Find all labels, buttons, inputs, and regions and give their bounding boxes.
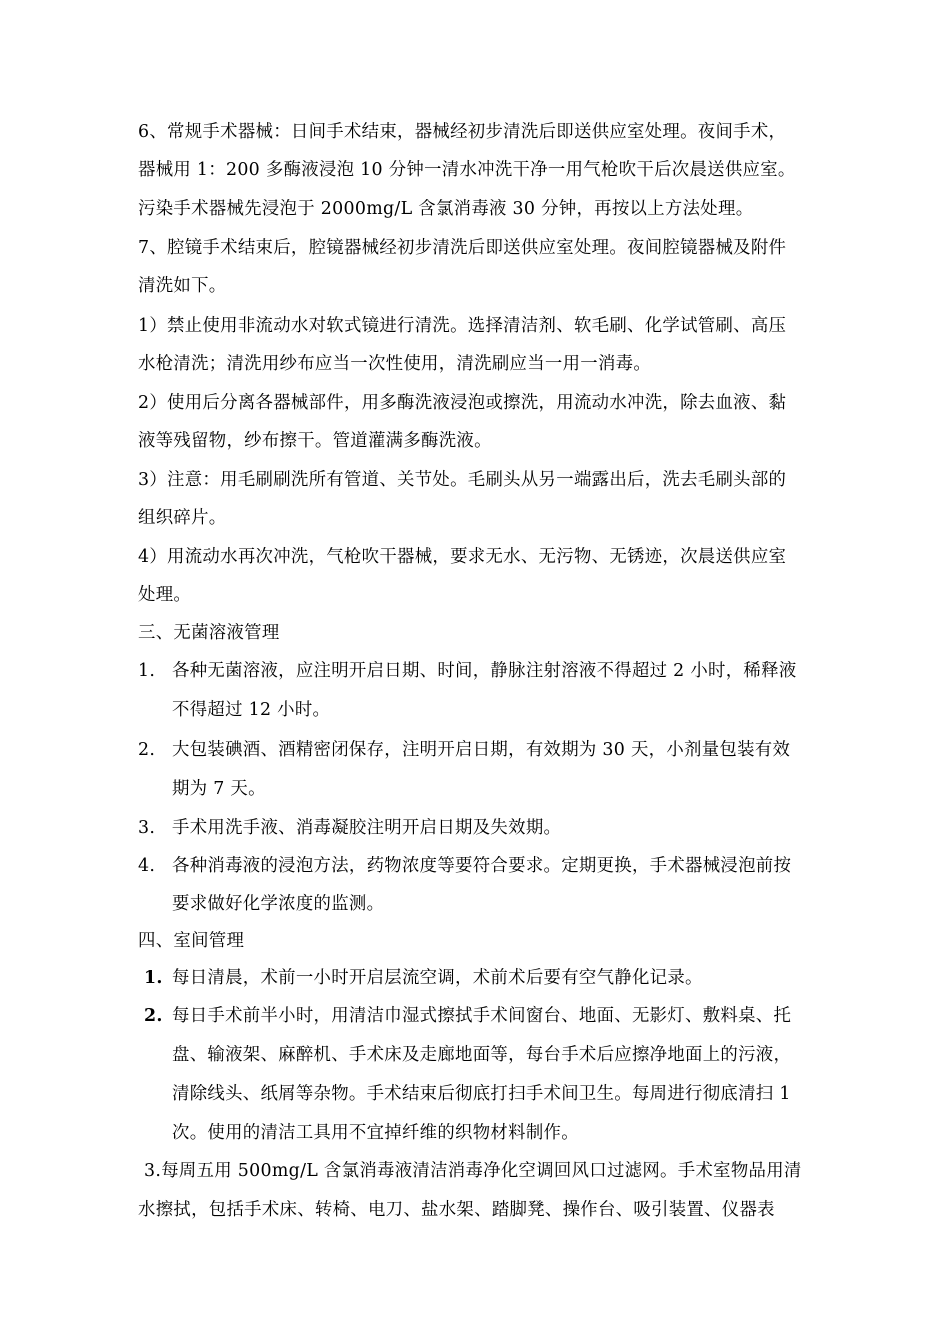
text-line: 3）注意：用毛刷刷洗所有管道、关节处。毛刷头从另一端露出后，洗去毛刷头部的 bbox=[138, 470, 787, 490]
text-line: 2）使用后分离各器械部件，用多酶洗液浸泡或擦洗，用流动水冲洗，除去血液、黏 bbox=[138, 393, 787, 413]
list-number: 2. bbox=[138, 740, 156, 760]
text-line: 器械用 1：200 多酶液浸泡 10 分钟一清水冲洗干净一用气枪吹干后次晨送供应室。 bbox=[138, 160, 796, 180]
list-item-text: 盘、输液架、麻醉机、手术床及走廊地面等，每台手术后应擦净地面上的污液， bbox=[172, 1045, 792, 1065]
list-number: 3. bbox=[138, 818, 156, 838]
text-line: 水擦拭，包括手术床、转椅、电刀、盐水架、踏脚凳、操作台、吸引装置、仪器表 bbox=[138, 1200, 775, 1220]
text-line: 处理。 bbox=[138, 585, 192, 605]
list-item-text: 手术用洗手液、消毒凝胶注明开启日期及失效期。 bbox=[172, 818, 562, 838]
list-number: 1. bbox=[138, 661, 156, 681]
text-line: 4）用流动水再次冲洗，气枪吹干器械，要求无水、无污物、无锈迹，次晨送供应室 bbox=[138, 547, 787, 567]
text-line: 污染手术器械先浸泡于 2000mg/L 含氯消毒液 30 分钟，再按以上方法处理。 bbox=[138, 199, 754, 219]
text-line: 6、常规手术器械：日间手术结束，器械经初步清洗后即送供应室处理。夜间手术， bbox=[138, 122, 787, 142]
list-item-text: 不得超过 12 小时。 bbox=[172, 700, 331, 720]
text-line: 3.每周五用 500mg/L 含氯消毒液清洁消毒净化空调回风口过滤网。手术室物品用清 bbox=[144, 1161, 802, 1181]
text-line: 清洗如下。 bbox=[138, 276, 227, 296]
text-line: 7、腔镜手术结束后，腔镜器械经初步清洗后即送供应室处理。夜间腔镜器械及附件 bbox=[138, 238, 787, 258]
text-line: 液等残留物，纱布擦干。管道灌满多酶洗液。 bbox=[138, 431, 492, 451]
list-item-text: 每日清晨，术前一小时开启层流空调，术前术后要有空气静化记录。 bbox=[172, 968, 703, 988]
list-item-text: 期为 7 天。 bbox=[172, 779, 266, 799]
list-item-text: 每日手术前半小时，用清洁巾湿式擦拭手术间窗台、地面、无影灯、敷料桌、托 bbox=[172, 1006, 792, 1026]
list-item-text: 各种消毒液的浸泡方法，药物浓度等要符合要求。定期更换，手术器械浸泡前按 bbox=[172, 856, 792, 876]
list-number: 4. bbox=[138, 856, 156, 876]
text-line: 组织碎片。 bbox=[138, 508, 227, 528]
list-item-text: 大包装碘酒、酒精密闭保存，注明开启日期，有效期为 30 天，小剂量包装有效 bbox=[172, 740, 791, 760]
text-line: 1）禁止使用非流动水对软式镜进行清洗。选择清洁剂、软毛刷、化学试管刷、高压 bbox=[138, 316, 787, 336]
section-heading: 三、无菌溶液管理 bbox=[138, 623, 280, 643]
list-number: 1. bbox=[144, 968, 163, 988]
section-heading: 四、室间管理 bbox=[138, 931, 245, 951]
list-item-text: 清除线头、纸屑等杂物。手术结束后彻底打扫手术间卫生。每周进行彻底清扫 1 bbox=[172, 1084, 791, 1104]
list-item-text: 各种无菌溶液，应注明开启日期、时间，静脉注射溶液不得超过 2 小时，稀释液 bbox=[172, 661, 797, 681]
text-line: 水枪清洗；清洗用纱布应当一次性使用，清洗刷应当一用一消毒。 bbox=[138, 354, 652, 374]
list-item-text: 次。使用的清洁工具用不宜掉纤维的织物材料制作。 bbox=[172, 1123, 579, 1143]
list-item-text: 要求做好化学浓度的监测。 bbox=[172, 894, 385, 914]
list-number: 2. bbox=[144, 1006, 163, 1026]
